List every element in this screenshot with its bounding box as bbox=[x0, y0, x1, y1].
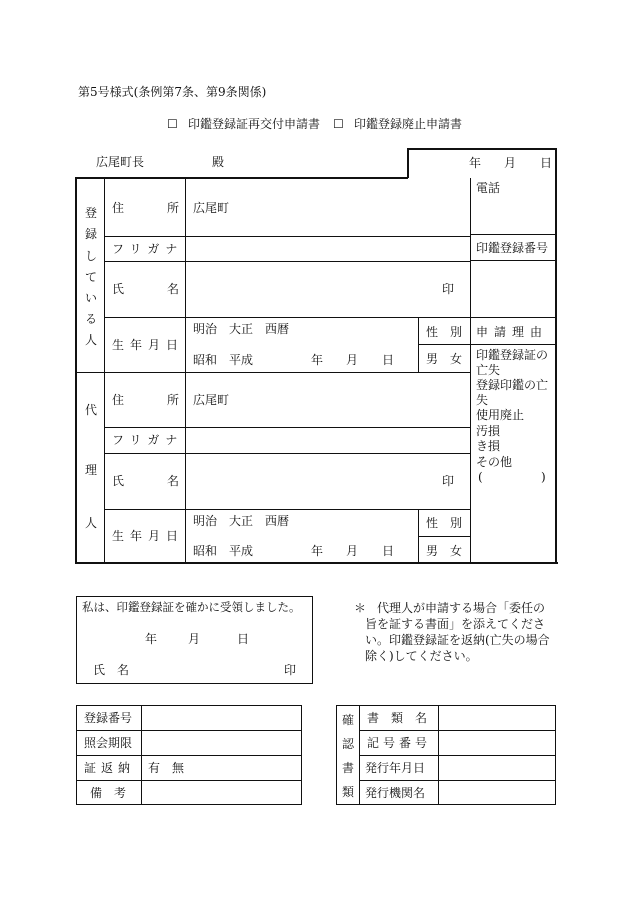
agent-day: 日 bbox=[382, 544, 395, 558]
checkbox-reissue[interactable]: ☐ bbox=[167, 117, 178, 131]
date-day: 日 bbox=[540, 156, 553, 170]
reg-address-label-2: 所 bbox=[167, 201, 180, 215]
office-row-label: 備 考 bbox=[90, 786, 127, 800]
title-reissue: 印鑑登録証再交付申請書 bbox=[188, 117, 321, 131]
seal-reg-number-label: 印鑑登録番号 bbox=[476, 241, 549, 255]
agent-birthdate-label: 生年月日 bbox=[112, 529, 185, 543]
agent-sex-label: 性 別 bbox=[426, 516, 463, 530]
confirm-row-label: 書類名 bbox=[367, 711, 440, 725]
date-year: 年 bbox=[469, 156, 482, 170]
addressee: 広尾町長 bbox=[96, 155, 145, 169]
office-row-value[interactable]: 有 無 bbox=[148, 761, 185, 775]
agent-eras-line1[interactable]: 明治 大正 西暦 bbox=[193, 514, 290, 528]
note-line: い。印鑑登録証を返納(亡失の場合 bbox=[365, 633, 550, 647]
phone-label: 電話 bbox=[476, 181, 501, 195]
confirm-row-label: 発行機関名 bbox=[365, 786, 426, 800]
receipt-day: 日 bbox=[237, 632, 250, 646]
agent-furigana-label: フリガナ bbox=[112, 433, 184, 447]
reg-name-label-2: 名 bbox=[167, 282, 180, 296]
agent-year: 年 bbox=[311, 544, 324, 558]
reason-item[interactable]: 汚損 bbox=[476, 424, 501, 438]
confirm-side-char: 認 bbox=[342, 737, 355, 751]
reason-item[interactable]: その他 bbox=[476, 455, 513, 469]
reg-address-value[interactable]: 広尾町 bbox=[193, 201, 230, 215]
agent-address-value[interactable]: 広尾町 bbox=[193, 393, 230, 407]
honorific: 殿 bbox=[212, 155, 225, 169]
reg-eras-line1[interactable]: 明治 大正 西暦 bbox=[193, 322, 290, 336]
date-box bbox=[407, 148, 557, 178]
receipt-name-label: 氏 名 bbox=[93, 663, 130, 677]
office-row-label: 照会期限 bbox=[84, 736, 133, 750]
reason-other-open: ( bbox=[478, 470, 483, 484]
receipt-year: 年 bbox=[145, 632, 158, 646]
reg-seal-mark: 印 bbox=[442, 282, 455, 296]
reg-address-label-1: 住 bbox=[112, 201, 125, 215]
reason-item[interactable]: 登録印鑑の亡 bbox=[476, 378, 549, 392]
agent-eras-line2[interactable]: 昭和 平成 bbox=[193, 544, 254, 558]
office-row-label: 証返納 bbox=[84, 761, 136, 775]
note-line: 代理人が申請する場合「委任の bbox=[377, 601, 546, 615]
receipt-statement: 私は、印鑑登録証を確かに受領しました。 bbox=[82, 600, 301, 614]
note-mark: ＊ bbox=[354, 601, 367, 615]
reason-item[interactable]: 印鑑登録証の bbox=[476, 348, 549, 362]
reason-item[interactable]: 亡失 bbox=[476, 363, 501, 377]
reg-eras-line2[interactable]: 昭和 平成 bbox=[193, 353, 254, 367]
reg-sex-value[interactable]: 男 女 bbox=[426, 352, 463, 366]
date-month: 月 bbox=[504, 156, 517, 170]
reg-furigana-label: フリガナ bbox=[112, 242, 184, 256]
confirm-side-char: 確 bbox=[342, 713, 355, 727]
reg-day: 日 bbox=[382, 353, 395, 367]
reg-year: 年 bbox=[311, 353, 324, 367]
note-line: 旨を証する書面」を添えてくださ bbox=[365, 617, 546, 631]
office-row-label: 登録番号 bbox=[84, 711, 133, 725]
confirm-row-label: 発行年月日 bbox=[365, 761, 426, 775]
agent-seal-mark: 印 bbox=[442, 474, 455, 488]
agent-address-label-2: 所 bbox=[167, 393, 180, 407]
title-abolish: 印鑑登録廃止申請書 bbox=[354, 117, 463, 131]
agent-name-label-1: 氏 bbox=[112, 474, 125, 488]
reason-item[interactable]: 使用廃止 bbox=[476, 408, 525, 422]
receipt-month: 月 bbox=[188, 632, 201, 646]
agent-month: 月 bbox=[346, 544, 359, 558]
note-line: 除く)してください。 bbox=[365, 649, 478, 663]
reg-sex-label: 性 別 bbox=[426, 325, 463, 339]
reason-label: 申請理由 bbox=[476, 325, 549, 339]
checkbox-abolish[interactable]: ☐ bbox=[333, 117, 344, 131]
confirm-side-char: 書 bbox=[342, 761, 355, 775]
confirm-side-char: 類 bbox=[342, 785, 355, 799]
agent-name-label-2: 名 bbox=[167, 474, 180, 488]
reg-birthdate-label: 生年月日 bbox=[112, 338, 185, 352]
agent-address-label-1: 住 bbox=[112, 393, 125, 407]
reason-item[interactable]: き損 bbox=[476, 439, 501, 453]
form-number: 第5号様式(条例第7条、第9条関係) bbox=[78, 85, 267, 99]
reg-name-label-1: 氏 bbox=[112, 282, 125, 296]
reg-month: 月 bbox=[346, 353, 359, 367]
agent-sex-value[interactable]: 男 女 bbox=[426, 544, 463, 558]
reason-item[interactable]: 失 bbox=[476, 393, 489, 407]
confirm-row-label: 記号番号 bbox=[367, 736, 432, 750]
receipt-seal-mark: 印 bbox=[284, 663, 297, 677]
reason-other-close: ) bbox=[541, 470, 546, 484]
